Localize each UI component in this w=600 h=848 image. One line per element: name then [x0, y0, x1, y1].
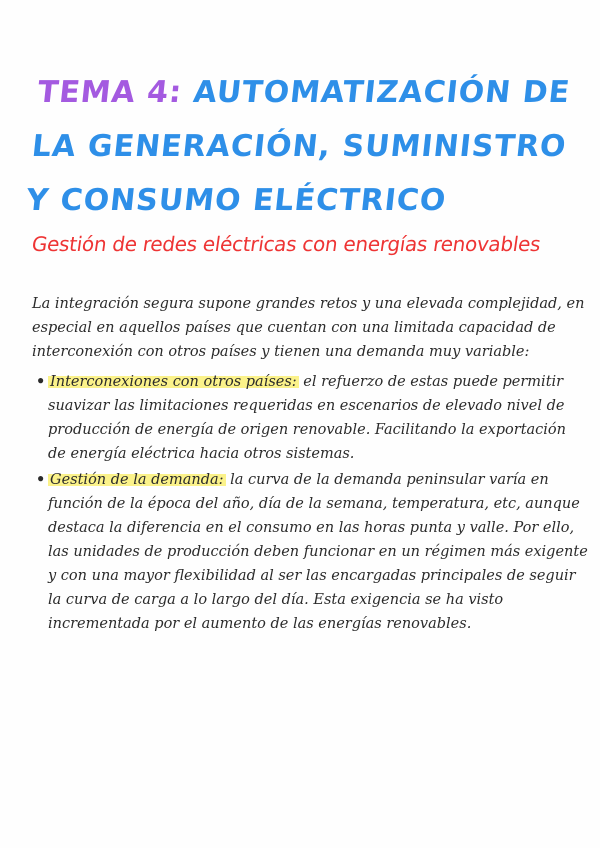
body-text: [32, 292, 588, 638]
bullet-icon: •: [36, 471, 46, 488]
title-text: AUTOMATIZACIÓN DE LA GENERACIÓN, SUMINISTRO Y CONSUMO ELÉCTRICO: [24, 75, 572, 218]
bullet-icon: •: [36, 373, 46, 390]
list-item-gestion-demanda: [32, 468, 588, 636]
bullet-list: [32, 370, 588, 636]
list-item-text: la curva de la demanda peninsular varía en función de la época del año, día de la semana, temperatura, etc, aunque destaca la diferencia en el consumo en las horas punta y valle. Por ello, las unidades de producción deben funcionar en un régimen más exigente y con una mayor flexibilidad al ser las encargadas principales de seguir la curva de carga a lo largo del día. Esta exigencia se ha visto incrementada por el aumento de las energías renovables.: [48, 472, 588, 632]
highlighted-term: Gestión de la demanda:: [50, 472, 224, 488]
intro-paragraph: La integración segura supone grandes retos y una elevada complejidad, en especial en aquellos países que cuentan con una limitada capacidad de interconexión con otros países y tienen una demanda muy variable:: [32, 296, 585, 360]
title-topic-number: TEMA 4:: [35, 75, 184, 110]
page-title: [23, 66, 600, 228]
list-item-text: el refuerzo de estas puede permitir suavizar las limitaciones requeridas en escenarios de elevado nivel de producción de energía de origen renovable. Facilitando la exportación de energía eléctrica hacia otros sistemas.: [48, 374, 566, 462]
list-item-interconexiones: [32, 370, 588, 466]
highlighted-term: Interconexiones con otros países:: [50, 374, 297, 390]
section-subtitle: Gestión de redes eléctricas con energías renovables: [30, 232, 543, 256]
